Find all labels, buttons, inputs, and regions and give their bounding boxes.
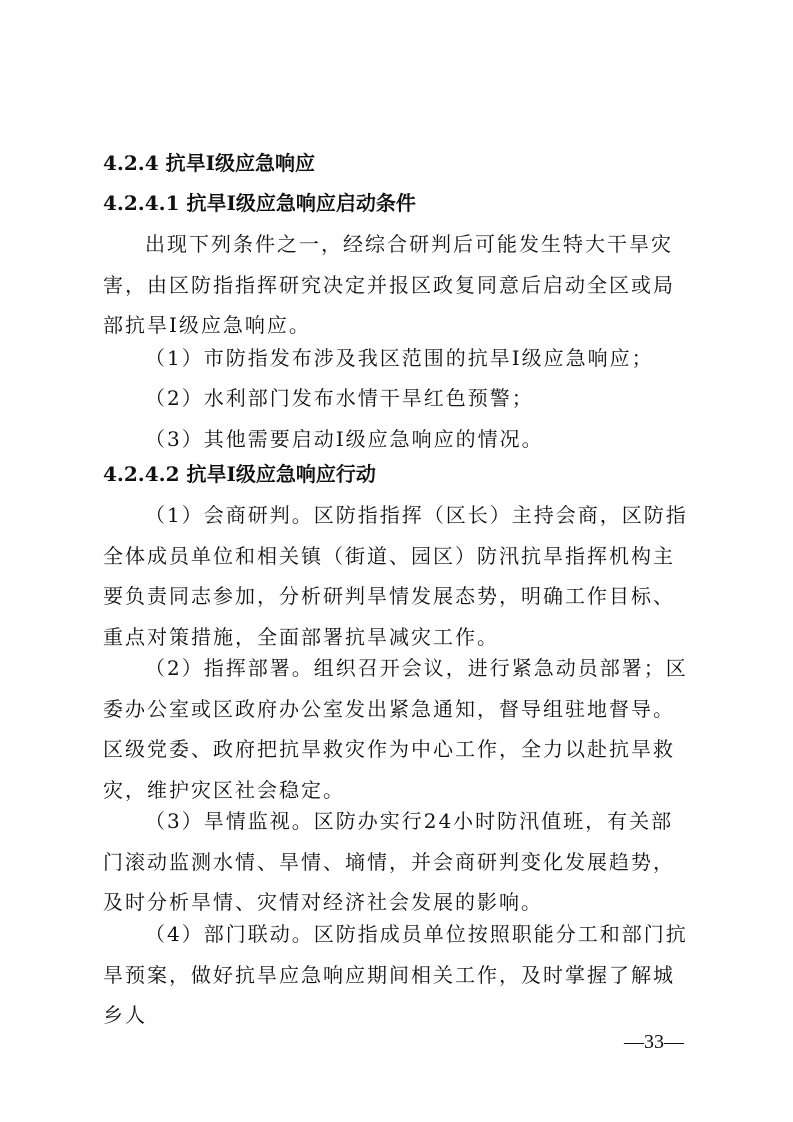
- subsection-heading-4-2-4-1: 4.2.4.1 抗旱I级应急响应启动条件: [103, 191, 416, 215]
- section-heading-4-2-4: 4.2.4 抗旱I级应急响应: [103, 151, 315, 175]
- intro-paragraph: 出现下列条件之一，经综合研判后可能发生特大干旱灾害，由区防指指挥研究决定并报区政复同意后启动全区或局部抗旱I级应急响应。: [103, 232, 675, 337]
- page-number: —33—: [624, 1031, 684, 1053]
- action-paragraph-2: （2）指挥部署。组织召开会议，进行紧急动员部署；区委办公室或区政府办公室发出紧急通知，督导组驻地督导。区级党委、政府把抗旱救灾作为中心工作，全力以赴抗旱救灾，维护灾区社会稳定。: [103, 656, 688, 802]
- action-paragraph-3: （3）旱情监视。区防办实行24小时防汛值班，有关部门滚动监测水情、旱情、墒情，并会商研判变化发展趋势，及时分析旱情、灾情对经济社会发展的影响。: [103, 809, 675, 914]
- subsection-heading-4-2-4-2: 4.2.4.2 抗旱I级应急响应行动: [103, 462, 376, 486]
- condition-item-3: （3）其他需要启动I级应急响应的情况。: [145, 427, 544, 451]
- action-paragraph-1: （1）会商研判。区防指指挥（区长）主持会商，区防指全体成员单位和相关镇（街道、园区）防汛抗旱指挥机构主要负责同志参加，分析研判旱情发展态势，明确工作目标、重点对策措施，全面部署抗旱减灾工作。: [103, 503, 688, 649]
- condition-item-1: （1）市防指发布涉及我区范围的抗旱I级应急响应；: [145, 346, 654, 370]
- condition-item-2: （2）水利部门发布水情干旱红色预警；: [145, 386, 534, 410]
- action-paragraph-4: （4）部门联动。区防指成员单位按照职能分工和部门抗旱预案，做好抗旱应急响应期间相关工作，及时掌握了解城乡人: [103, 922, 688, 1027]
